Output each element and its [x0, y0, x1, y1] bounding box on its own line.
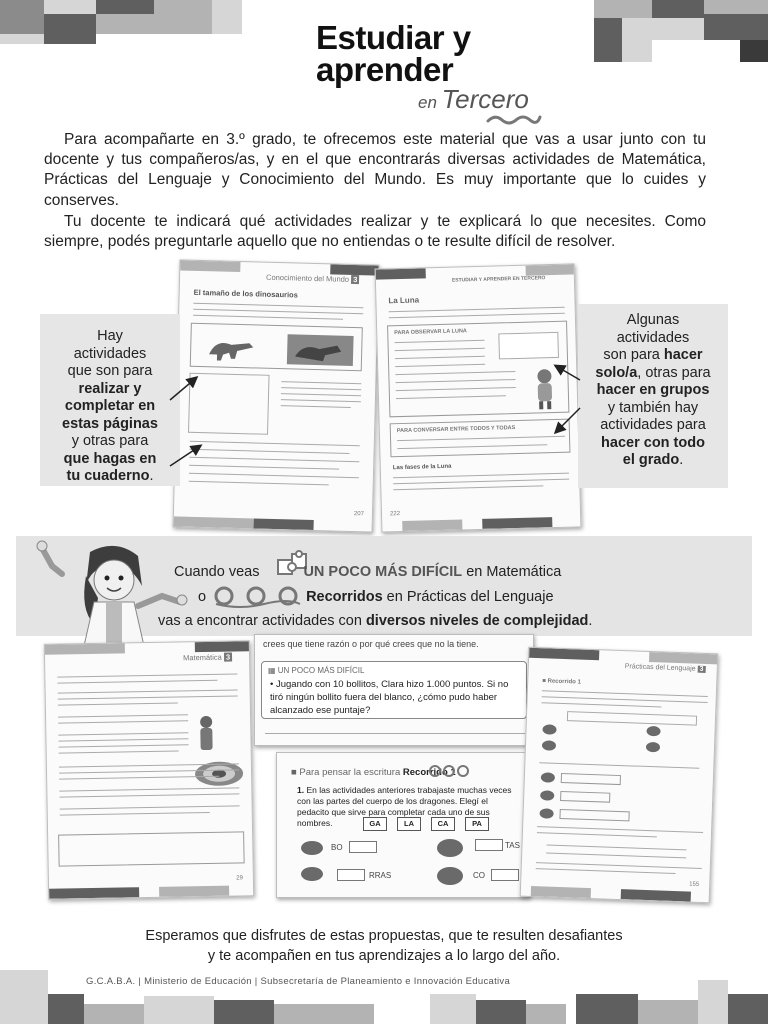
page-title: Estudiar y aprender — [316, 19, 471, 88]
page-header: Conocimiento del Mundo 3 — [265, 272, 358, 285]
chip-pa: PA — [465, 817, 489, 831]
closing-line-2: y te acompañen en tus aprendizajes a lo largo del año. — [207, 948, 561, 964]
callout-left: Hay actividades que son para realizar y completar en estas páginas y otras para que hagas en tu cuaderno. — [40, 314, 180, 486]
chip-ga: GA — [363, 817, 387, 831]
closing-line-1: Esperamos que disfrutes de estas propuestas, que te resulten desafiantes — [145, 928, 623, 944]
page-subtitle: en Tercero — [418, 84, 529, 114]
zoom-body: • Jugando con 10 bollitos, Clara hizo 1.000 puntos. Si no tiró ningún bollito fuera del blanco, ¿cómo pudo haber alcanzado ese puntaje? — [270, 679, 509, 716]
recorridos-small-icon — [427, 763, 471, 779]
answer-box[interactable] — [491, 869, 519, 881]
zoom-para-pensar-escritura: ■ Para pensar la escritura Recorrido 1 1. En las actividades anteriores trabajaste muchas veces con las partes del cuerpo de los dragones. Elegí el pedacito que sirve para completar cada uno de sus nombres. GA LA CA PA BO TAS RRAS CO — [276, 752, 530, 898]
page-section-title: La Luna — [388, 295, 420, 306]
activity-box-observar: PARA OBSERVAR LA LUNA — [387, 321, 569, 418]
book-page-conocimiento: Conocimiento del Mundo 3 El tamaño de los dinosaurios 207 — [173, 259, 380, 532]
zoom-heading: ▦ UN POCO MÁS DIFÍCIL — [268, 666, 365, 675]
banner-line-1: Cuando veas UN POCO MÁS DIFÍCIL en Matemática — [174, 564, 562, 580]
chip-ca: CA — [431, 817, 455, 831]
page-section-title: El tamaño de los dinosaurios — [193, 287, 298, 300]
chip-la: LA — [397, 817, 421, 831]
callout-right: Algunas actividades son para hacer solo/a, otras para hacer en grupos y también hay actividades para hacer con todo el grado. — [578, 304, 728, 488]
book-page-la-luna: ESTUDIAR Y APRENDER EN TERCERO La Luna PARA OBSERVAR LA LUNA PARA CONVERSAR ENTRE TODOS Y TODAS Las fases de la Luna 222 — [375, 263, 582, 532]
intro-paragraph-1: Para acompañarte en 3.º grado, te ofrecemos este material que vas a usar junto con tu docente y tus compañeros/as, y en el que encontrarás diversas actividades de Matemática, Prácticas del Lenguaje y Conocimiento del Mundo. Es muy importante que lo cuides y conserves. — [44, 131, 706, 209]
scientist-girl-icon — [34, 540, 190, 646]
intro-paragraph-2: Tu docente te indicará qué actividades realizar y te explicará lo que necesites. Como siempre, podés preguntarle aquello que no entiendas o te resulte difícil de resolver. — [44, 213, 706, 251]
banner-line-2: o Recorridos en Prácticas del Lenguaje — [198, 589, 554, 605]
target-game-icon — [188, 711, 245, 792]
answer-box[interactable] — [349, 841, 377, 853]
banner-line-3: vas a encontrar actividades con diversos niveles de complejidad. — [158, 613, 593, 629]
book-page-matematica: Matemática 3 29 — [44, 640, 254, 900]
activity-box-conversar: PARA CONVERSAR ENTRE TODOS Y TODAS — [390, 419, 571, 458]
footer-credits: G.C.A.B.A. | Ministerio de Educación | Subsecretaría de Planeamiento e Innovación Educativa — [86, 976, 511, 987]
zoom-un-poco-mas-dificil: crees que tiene razón o por qué crees que no la tiene. ▦ UN POCO MÁS DIFÍCIL • Jugando con 10 bollitos, Clara hizo 1.000 puntos. Si no tiró ningún bollito fuera del blanco, ¿cómo pudo haber alcanzado ese puntaje? — [254, 634, 534, 746]
book-page-practicas-lenguaje: Prácticas del Lenguaje 3 ■ Recorrido 1 155 — [520, 647, 719, 903]
answer-box[interactable] — [337, 869, 365, 881]
answer-box[interactable] — [475, 839, 503, 851]
